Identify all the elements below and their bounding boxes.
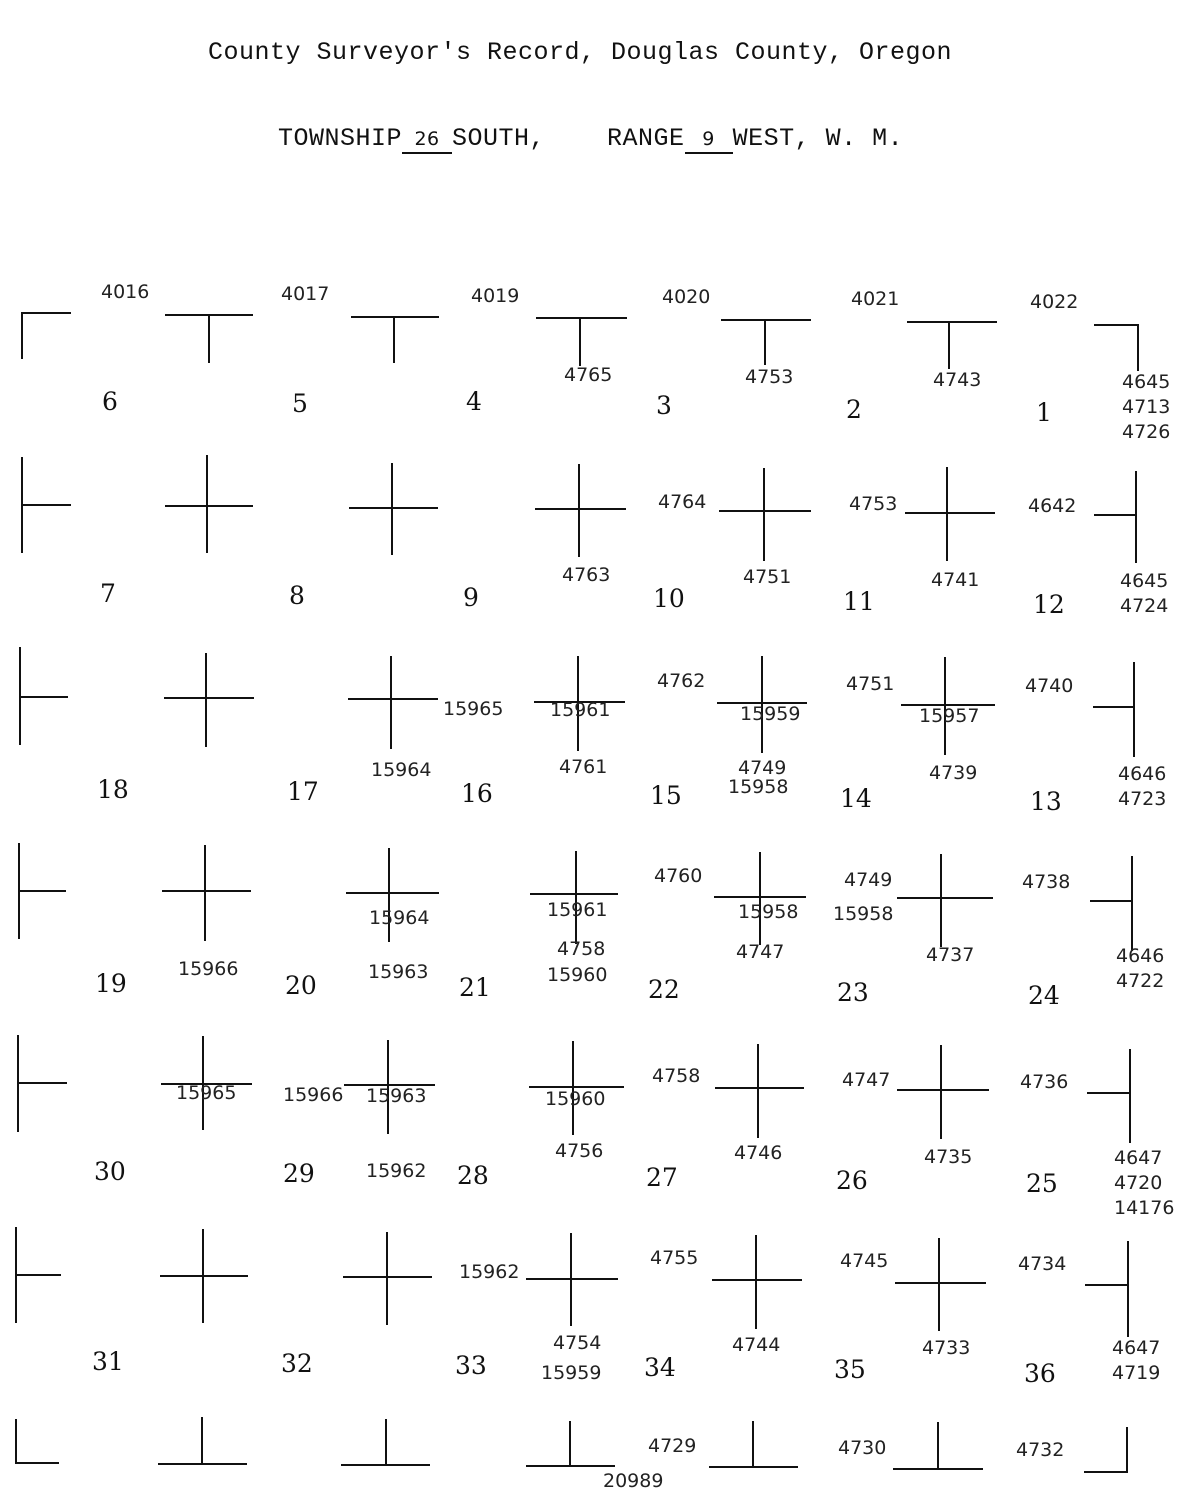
record-number: 15961 [547, 899, 608, 921]
record-number: 15958 [833, 903, 894, 925]
corner-mark [1095, 325, 1138, 370]
corner-mark [165, 654, 253, 746]
record-number: 4726 [1122, 421, 1171, 443]
record-number: 4732 [1016, 1439, 1065, 1461]
section-number: 30 [94, 1157, 126, 1186]
record-number: 4738 [1022, 871, 1071, 893]
record-number: 15966 [283, 1084, 344, 1106]
record-number: 4016 [101, 281, 150, 303]
township-label: TOWNSHIP [278, 124, 403, 153]
corner-mark [16, 1228, 60, 1322]
section-number: 16 [461, 779, 493, 808]
section-number: 19 [95, 969, 127, 998]
corner-mark [713, 1236, 801, 1328]
record-number: 4747 [842, 1069, 891, 1091]
section-number: 28 [457, 1161, 489, 1190]
section-number: 20 [285, 971, 317, 1000]
record-number: 4729 [648, 1435, 697, 1457]
record-number: 4021 [851, 288, 900, 310]
corner-mark [1091, 857, 1132, 950]
record-number: 4735 [924, 1146, 973, 1168]
record-number: 15963 [366, 1085, 427, 1107]
township-value: 26 [402, 126, 452, 154]
record-number: 4722 [1116, 970, 1165, 992]
section-number: 15 [650, 781, 682, 810]
record-number: 4646 [1118, 763, 1167, 785]
record-number: 15964 [369, 907, 430, 929]
range-label: RANGE [607, 124, 685, 153]
corner-mark [352, 317, 438, 362]
corner-mark [906, 468, 994, 560]
section-number: 1 [1036, 398, 1052, 427]
record-number: 14176 [1114, 1197, 1175, 1219]
record-number: 15958 [728, 776, 789, 798]
record-number: 15961 [550, 699, 611, 721]
section-number: 33 [455, 1351, 487, 1380]
record-number: 15960 [545, 1088, 606, 1110]
record-number: 4020 [662, 286, 711, 308]
record-number: 4022 [1030, 291, 1079, 313]
corner-mark [1086, 1242, 1128, 1336]
corner-mark [159, 1418, 246, 1464]
section-number: 7 [100, 579, 116, 608]
record-number: 4744 [732, 1334, 781, 1356]
west-label: WEST, W. M. [732, 124, 904, 153]
corner-mark [163, 846, 250, 940]
record-number: 15964 [371, 759, 432, 781]
corner-mark [722, 320, 810, 364]
section-number: 32 [281, 1349, 313, 1378]
section-number: 13 [1030, 787, 1062, 816]
section-number: 29 [283, 1159, 315, 1188]
section-number: 25 [1026, 1169, 1058, 1198]
record-number: 15966 [178, 958, 239, 980]
section-number: 4 [466, 387, 482, 416]
corner-mark [166, 456, 252, 552]
record-number: 4720 [1114, 1172, 1163, 1194]
record-number: 15958 [738, 901, 799, 923]
corner-mark [536, 465, 625, 556]
corner-mark [710, 1422, 797, 1467]
corner-mark [716, 1045, 803, 1137]
corner-mark [18, 1036, 66, 1131]
record-number: 15959 [541, 1362, 602, 1384]
record-number: 4753 [745, 366, 794, 388]
record-number: 4645 [1122, 371, 1171, 393]
record-numbers [101, 281, 1174, 1492]
section-number: 6 [102, 387, 118, 416]
section-number: 17 [287, 777, 319, 806]
section-number: 2 [846, 395, 862, 424]
corner-mark [715, 853, 805, 944]
record-number: 4751 [846, 673, 895, 695]
record-number: 4758 [652, 1065, 701, 1087]
section-number: 5 [292, 389, 308, 418]
record-number: 4645 [1120, 570, 1169, 592]
record-number: 4751 [743, 566, 792, 588]
record-number: 4737 [926, 944, 975, 966]
record-number: 4747 [736, 941, 785, 963]
record-number: 4730 [838, 1437, 887, 1459]
corner-mark [344, 1233, 431, 1324]
corner-mark [531, 852, 617, 943]
record-number: 4723 [1118, 788, 1167, 810]
record-number: 4736 [1020, 1071, 1069, 1093]
record-number: 4762 [657, 670, 706, 692]
record-number: 4740 [1025, 675, 1074, 697]
record-number: 4761 [559, 756, 608, 778]
corner-mark [896, 1239, 985, 1330]
record-number: 4647 [1114, 1147, 1163, 1169]
corner-mark [20, 648, 67, 744]
record-number: 15962 [366, 1160, 427, 1182]
record-number: 4019 [471, 285, 520, 307]
record-number: 4749 [844, 869, 893, 891]
section-number: 12 [1033, 590, 1065, 619]
record-number: 4642 [1028, 495, 1077, 517]
record-number: 15963 [368, 961, 429, 983]
record-number: 15960 [547, 964, 608, 986]
corner-mark [161, 1230, 247, 1322]
section-number: 35 [834, 1355, 866, 1384]
south-label: SOUTH, [452, 124, 546, 153]
record-number: 4647 [1112, 1337, 1161, 1359]
record-number: 4749 [738, 757, 787, 779]
record-number: 15959 [740, 703, 801, 725]
corner-mark [898, 1046, 988, 1138]
section-number: 31 [92, 1347, 124, 1376]
record-number: 4755 [650, 1247, 699, 1269]
section-number: 11 [843, 587, 875, 616]
record-number: 4724 [1120, 595, 1169, 617]
section-number: 18 [97, 775, 129, 804]
corner-mark [16, 1420, 58, 1463]
record-number: 15965 [176, 1082, 237, 1104]
section-number: 10 [653, 584, 685, 613]
section-number: 21 [459, 973, 491, 1002]
corner-mark [1088, 1050, 1130, 1142]
record-number: 4753 [849, 493, 898, 515]
corner-mark [166, 315, 252, 362]
section-number: 36 [1024, 1359, 1056, 1388]
corner-mark [19, 844, 65, 938]
record-number: 4741 [931, 569, 980, 591]
record-number: 4719 [1112, 1362, 1161, 1384]
record-number: 4743 [933, 369, 982, 391]
corner-mark [537, 318, 626, 365]
record-number: 4758 [557, 938, 606, 960]
section-number: 14 [840, 784, 872, 813]
section-number: 27 [646, 1163, 678, 1192]
section-number: 22 [648, 975, 680, 1004]
record-number: 4763 [562, 564, 611, 586]
record-number: 4734 [1018, 1253, 1067, 1275]
record-number: 4739 [929, 762, 978, 784]
record-number: 15957 [919, 705, 980, 727]
section-number: 3 [656, 391, 672, 420]
section-number: 23 [837, 978, 869, 1007]
record-number: 4017 [281, 283, 330, 305]
record-number: 4754 [553, 1332, 602, 1354]
corner-mark [720, 469, 810, 560]
record-number: 20989 [603, 1470, 664, 1492]
corner-mark [1094, 663, 1134, 756]
section-number: 24 [1028, 981, 1060, 1010]
record-number: 4764 [658, 491, 707, 513]
record-number: 4760 [654, 865, 703, 887]
corner-mark [898, 855, 992, 946]
corner-mark [1085, 1428, 1127, 1472]
corner-mark [1095, 472, 1136, 562]
corner-mark [349, 657, 437, 748]
section-number: 8 [289, 581, 305, 610]
corner-mark [22, 458, 70, 552]
record-number: 15965 [443, 698, 504, 720]
corner-mark [342, 1420, 429, 1465]
section-number: 26 [836, 1166, 868, 1195]
corner-mark [350, 464, 437, 554]
corner-mark [527, 1234, 617, 1325]
corner-mark [527, 1422, 614, 1466]
section-number: 34 [644, 1353, 676, 1382]
range-value: 9 [685, 126, 733, 154]
corner-mark [894, 1423, 982, 1469]
record-number: 15962 [459, 1261, 520, 1283]
section-number: 9 [463, 583, 479, 612]
corner-marks [16, 313, 1138, 1472]
record-number: 4765 [564, 364, 613, 386]
corner-mark [22, 313, 70, 358]
record-number: 4756 [555, 1140, 604, 1162]
record-number: 4745 [840, 1250, 889, 1272]
record-number: 4713 [1122, 396, 1171, 418]
corner-mark [908, 322, 996, 368]
record-number: 4733 [922, 1337, 971, 1359]
record-number: 4646 [1116, 945, 1165, 967]
record-number: 4746 [734, 1142, 783, 1164]
plat-title: County Surveyor's Record, Douglas County, Oregon [207, 38, 953, 67]
